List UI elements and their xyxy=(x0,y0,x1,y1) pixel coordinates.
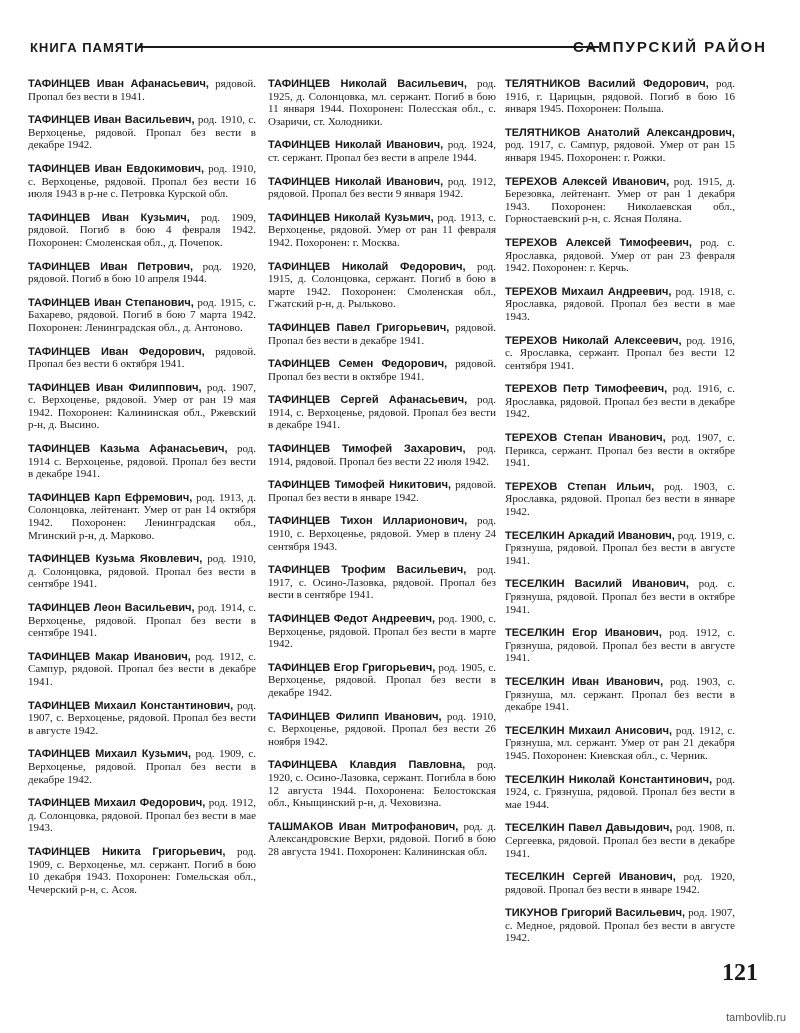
entries-columns xyxy=(28,78,740,978)
entry-details: род. 1905, с. Верхоценье, рядовой. Пропал без вести в декабре 1942. xyxy=(268,661,496,699)
entry-name: ТАФИНЦЕВ Макар Иванович, xyxy=(28,650,191,663)
entry-name: ТЕСЕЛКИН Павел Давыдович, xyxy=(505,822,673,835)
entry-name: ТАФИНЦЕВ Иван Васильевич, xyxy=(28,114,195,127)
entry-name: ТЕСЕЛКИН Василий Иванович, xyxy=(505,578,689,591)
entry-details: род. 1916, с. Ярославка, сержант. Пропал без вести 12 сентября 1941. xyxy=(505,334,736,372)
entry-details: род. 1914, с. Верхоценье, рядовой. Пропал без вести в декабре 1941. xyxy=(268,394,496,432)
entry-name: ТЕСЕЛКИН Аркадий Иванович, xyxy=(505,529,675,542)
memorial-entry xyxy=(268,821,496,859)
memorial-entry xyxy=(28,846,256,896)
memorial-entry xyxy=(28,78,256,103)
entry-name: ТАФИНЦЕВ Павел Григорьевич, xyxy=(268,321,450,334)
entry-name: ТАФИНЦЕВ Николай Федорович, xyxy=(268,260,466,273)
entry-name: ТАФИНЦЕВА Клавдия Павловна, xyxy=(268,759,466,772)
entry-details: род. 1924, ст. сержант. Пропал без вести в апреле 1944. xyxy=(268,139,496,164)
entry-name: ТАФИНЦЕВ Иван Филиппович, xyxy=(28,381,202,394)
memorial-entry xyxy=(28,114,256,152)
entry-name: ТАФИНЦЕВ Семен Федорович, xyxy=(268,358,448,371)
entry-details: рядовой. Пропал без вести в октябре 1941. xyxy=(268,358,496,383)
entry-details: род. 1910, с. Верхоценье, рядовой. Пропал без вести в декабре 1942. xyxy=(28,114,256,152)
entry-name: ТАФИНЦЕВ Иван Петрович, xyxy=(28,260,194,273)
memorial-entry xyxy=(268,515,496,553)
entry-name: ТЕРЕХОВ Степан Ильич, xyxy=(505,480,655,493)
entry-details: род. д. Александровские Верхи, рядовой. Погиб в бою 28 августа 1941. Похоронен: Калининская обл. xyxy=(268,820,496,858)
memorial-entry xyxy=(505,907,735,945)
memorial-entry xyxy=(268,662,496,700)
column-3 xyxy=(505,78,735,956)
memorial-entry xyxy=(268,394,496,432)
memorial-entry xyxy=(28,212,256,250)
entry-name: ТЕРЕХОВ Степан Иванович, xyxy=(505,432,666,445)
memorial-entry xyxy=(505,578,735,616)
entry-name: ТАФИНЦЕВ Михаил Федорович, xyxy=(28,797,206,810)
entry-name: ТЕРЕХОВ Алексей Иванович, xyxy=(505,175,670,188)
entry-details: род. 1912, д. Солонцовка, рядовой. Пропал без вести в мае 1943. xyxy=(28,797,257,835)
entry-name: ТАФИНЦЕВ Иван Степанович, xyxy=(28,296,194,309)
entry-details: род. 1916, г. Царицын, рядовой. Погиб в бою 16 января 1945. Похоронен: Польша. xyxy=(505,78,735,116)
book-title: КНИГА ПАМЯТИ xyxy=(30,40,145,55)
column-2 xyxy=(268,78,496,870)
memorial-entry xyxy=(505,822,735,860)
entry-name: ТАФИНЦЕВ Тимофей Захарович, xyxy=(268,443,466,456)
entry-name: ТЕЛЯТНИКОВ Василий Федорович, xyxy=(505,78,709,90)
entry-name: ТЕРЕХОВ Петр Тимофеевич, xyxy=(505,383,668,396)
entry-details: род. с. Грязнуша, рядовой. Пропал без вести в октябре 1941. xyxy=(505,578,735,616)
entry-name: ТЕСЕЛКИН Михаил Анисович, xyxy=(505,724,673,737)
memorial-entry xyxy=(505,383,735,421)
entry-details: род. 1903, с. Ярославка, рядовой. Пропал без вести в январе 1942. xyxy=(505,480,735,519)
memorial-entry xyxy=(268,711,496,749)
memorial-entry xyxy=(505,286,735,324)
memorial-entry xyxy=(505,237,735,275)
memorial-entry xyxy=(268,176,496,201)
entry-details: род. 1907, с. Верхоценье, рядовой. Пропал без вести в августе 1942. xyxy=(28,699,256,737)
entry-details: род. 1924, с. Грязнуша, рядовой. Пропал без вести в мае 1944. xyxy=(505,773,735,811)
entry-details: род. 1916, с. Ярославка, рядовой. Пропал без вести в декабре 1942. xyxy=(505,383,735,421)
entry-name: ТАФИНЦЕВ Сергей Афанасьевич, xyxy=(268,394,468,407)
entry-name: ТАФИНЦЕВ Трофим Васильевич, xyxy=(268,564,467,577)
entry-name: ТЕСЕЛКИН Сергей Иванович, xyxy=(505,871,676,884)
memorial-entry xyxy=(28,748,256,786)
entry-name: ТЕРЕХОВ Михаил Андреевич, xyxy=(505,285,672,298)
memorial-entry xyxy=(28,261,256,286)
entry-details: род. 1910, с. Верхоценье, рядовой. Пропал без вести 16 июля 1943 в р-не с. Петровка Курской обл. xyxy=(28,162,256,201)
memorial-entry xyxy=(268,139,496,164)
entry-name: ТЕСЕЛКИН Егор Иванович, xyxy=(505,627,662,640)
entry-details: род. 1920, рядовой. Погиб в бою 10 апреля 1944. xyxy=(28,260,256,286)
entry-details: род. 1900, с. Верхоценье, рядовой. Пропал без вести в марте 1942. xyxy=(268,613,496,651)
memorial-entry xyxy=(28,443,256,481)
entry-details: род. 1914 с. Верхоценье, рядовой. Пропал без вести в декабре 1941. xyxy=(28,443,257,481)
entry-details: род. 1912, с. Грязнуша, рядовой. Пропал без вести в августе 1941. xyxy=(505,627,735,665)
memorial-entry xyxy=(505,127,735,165)
memorial-entry xyxy=(28,797,256,835)
entry-details: род. 1907, с. Перикса, сержант. Пропал без вести в октябре 1941. xyxy=(505,432,735,470)
memorial-entry xyxy=(268,479,496,504)
memorial-entry xyxy=(505,676,735,714)
entry-name: ТАШМАКОВ Иван Митрофанович, xyxy=(268,820,459,833)
entry-details: род. с. Ярославка, рядовой. Умер от ран 23 февраля 1942. Похоронен: г. Керчь. xyxy=(505,236,735,275)
entry-name: ТАФИНЦЕВ Иван Федорович, xyxy=(28,345,205,358)
column-1 xyxy=(28,78,256,907)
memorial-entry xyxy=(505,530,735,568)
entry-details: род. 1920, с. Осино-Лазовка, сержант. Погибла в бою 12 августа 1944. Похоронена: Белостокская обл., Кныщинский р-н, д. Чеховизна. xyxy=(268,759,497,810)
memorial-entry xyxy=(28,651,256,689)
entry-details: род. 1915, д. Березовка, лейтенант. Умер от ран 1 декабря 1943. Похоронен: Николаевская обл., Горностаевский р-н, с. Ясная Поляна. xyxy=(505,175,735,226)
memorial-entry xyxy=(268,613,496,651)
memorial-entry xyxy=(505,481,735,519)
memorial-entry xyxy=(28,492,256,542)
entry-name: ТАФИНЦЕВ Кузьма Яковлевич, xyxy=(28,553,203,566)
entry-details: род. 1913, с. Верхоценье, рядовой. Умер от ран 11 февраля 1942. Похоронен: г. Москва. xyxy=(268,211,496,249)
entry-name: ТАФИНЦЕВ Карп Ефремович, xyxy=(28,491,193,504)
memorial-entry xyxy=(505,871,735,896)
entry-details: род. 1912, рядовой. Пропал без вести 9 января 1942. xyxy=(268,175,496,201)
entry-details: род. 1909, с. Верхоценье, рядовой. Пропал без вести в декабре 1942. xyxy=(28,748,256,786)
entry-name: ТАФИНЦЕВ Иван Кузьмич, xyxy=(28,211,190,224)
entry-name: ТИКУНОВ Григорий Васильевич, xyxy=(505,907,686,920)
memorial-entry xyxy=(505,774,735,812)
header-rule xyxy=(138,46,599,48)
entry-name: ТАФИНЦЕВ Тимофей Никитович, xyxy=(268,479,452,492)
entry-details: род. 1907, с. Медное, рядовой. Пропал без вести в августе 1942. xyxy=(505,907,735,945)
memorial-entry xyxy=(505,627,735,665)
watermark: tambovlib.ru xyxy=(726,1012,786,1024)
entry-name: ТАФИНЦЕВ Иван Афанасьевич, xyxy=(28,78,209,90)
entry-name: ТАФИНЦЕВ Николай Иванович, xyxy=(268,139,444,152)
entry-details: род. 1917, с. Сампур, рядовой. Умер от ран 15 января 1945. Похоронен: г. Рожки. xyxy=(505,139,735,164)
entry-details: род. 1914, с. Верхоценье, рядовой. Пропал без вести в сентябре 1941. xyxy=(28,602,256,640)
memorial-entry xyxy=(505,78,735,116)
entry-name: ТАФИНЦЕВ Федот Андреевич, xyxy=(268,613,436,625)
memorial-entry xyxy=(505,725,735,763)
entry-name: ТАФИНЦЕВ Леон Васильевич, xyxy=(28,602,195,614)
entry-details: род. 1910, с. Верхоценье, рядовой. Пропал без вести 26 ноября 1942. xyxy=(268,710,496,748)
entry-details: род. 1912, с. Сампур, рядовой. Пропал без вести в декабре 1941. xyxy=(28,650,256,688)
memorial-entry xyxy=(28,602,256,640)
entry-details: род. 1919, с. Грязнуша, рядовой. Пропал без вести в августе 1941. xyxy=(505,529,735,567)
entry-name: ТАФИНЦЕВ Филипп Иванович, xyxy=(268,710,442,723)
entry-details: род. 1907, с. Верхоценье, рядовой. Умер от ран 19 мая 1942. Похоронен: Калининская обл., Ржевский р-н, д. Высино. xyxy=(28,381,256,432)
entry-details: род. 1910, с. Верхоценье, рядовой. Умер в плену 24 сентября 1943. xyxy=(268,515,496,553)
page-header xyxy=(30,40,767,60)
entry-details: рядовой. Пропал без вести в январе 1942. xyxy=(268,479,496,504)
memorial-entry xyxy=(505,335,735,373)
entry-name: ТАФИНЦЕВ Иван Евдокимович, xyxy=(28,162,205,175)
memorial-entry xyxy=(268,212,496,250)
entry-details: род. 1925, д. Солонцовка, мл. сержант. Погиб в бою 11 января 1944. Похоронен: Полесская обл., с. Озаричи, ст. Холодники. xyxy=(268,78,496,128)
memorial-entry xyxy=(505,432,735,470)
entry-name: ТЕРЕХОВ Николай Алексеевич, xyxy=(505,334,682,347)
memorial-entry xyxy=(28,297,256,335)
memorial-entry xyxy=(28,163,256,201)
memorial-entry xyxy=(268,322,496,347)
entry-name: ТАФИНЦЕВ Николай Васильевич, xyxy=(268,78,467,90)
entry-name: ТАФИНЦЕВ Егор Григорьевич, xyxy=(268,661,436,674)
entry-name: ТАФИНЦЕВ Николай Кузьмич, xyxy=(268,211,434,224)
entry-details: род. 1912, с. Грязнуша, мл. сержант. Умер от ран 21 декабря 1945. Похоронен: Киевская обл., с. Черник. xyxy=(505,724,735,762)
entry-details: род. 1910, д. Солонцовка, рядовой. Пропал без вести в сентябре 1941. xyxy=(28,553,257,591)
entry-name: ТЕРЕХОВ Алексей Тимофеевич, xyxy=(505,236,692,249)
entry-name: ТАФИНЦЕВ Николай Иванович, xyxy=(268,175,444,188)
entry-details: род. 1918, с. Ярославка, рядовой. Пропал без вести в мае 1943. xyxy=(505,285,736,323)
memorial-entry xyxy=(268,759,496,809)
memorial-entry xyxy=(28,346,256,371)
entry-details: род. 1913, д. Солонцовка, лейтенант. Умер от ран 14 октября 1942. Похоронен: Ленинградская обл., Мгинский р-н, д. Марково. xyxy=(28,491,256,542)
memorial-entry xyxy=(28,700,256,738)
entry-details: род. 1915, д. Солонцовка, сержант. Погиб в бою в марте 1942. Похоронен: Смоленская обл., Гжатский р-н, д. Рыльково. xyxy=(268,260,497,311)
entry-details: род. 1917, с. Осино-Лазовка, рядовой. Пропал без вести в сентябре 1941. xyxy=(268,564,496,602)
entry-details: рядовой. Пропал без вести в 1941. xyxy=(28,78,256,103)
entry-name: ТЕСЕЛКИН Иван Иванович, xyxy=(505,675,664,688)
entry-details: род. 1903, с. Грязнуша, мл. сержант. Пропал без вести в декабре 1941. xyxy=(505,675,735,714)
entry-name: ТАФИНЦЕВ Тихон Илларионович, xyxy=(268,515,468,528)
entry-details: рядовой. Пропал без вести 6 октября 1941. xyxy=(28,345,256,371)
entry-details: род. 1915, с. Бахарево, рядовой. Погиб в бою 7 марта 1942. Похоронен: Ленинградская обл., д. Антоново. xyxy=(28,296,256,334)
entry-details: род. 1909, рядовой. Погиб в бою 4 февраля 1942. Похоронен: Смоленская обл., д. Почепок. xyxy=(28,211,256,249)
entry-name: ТАФИНЦЕВ Михаил Кузьмич, xyxy=(28,748,192,761)
memorial-entry xyxy=(268,443,496,468)
entry-details: рядовой. Пропал без вести в декабре 1941. xyxy=(268,321,496,347)
entry-name: ТАФИНЦЕВ Михаил Константинович, xyxy=(28,699,234,712)
entry-details: род. 1920, рядовой. Пропал без вести в январе 1942. xyxy=(505,871,735,896)
entry-name: ТЕЛЯТНИКОВ Анатолий Александрович, xyxy=(505,126,735,139)
memorial-entry xyxy=(268,358,496,383)
entry-name: ТАФИНЦЕВ Никита Григорьевич, xyxy=(28,845,226,858)
memorial-entry xyxy=(28,382,256,432)
entry-name: ТЕСЕЛКИН Николай Константинович, xyxy=(505,773,713,786)
entry-name: ТАФИНЦЕВ Казьма Афанасьевич, xyxy=(28,443,228,456)
entry-details: род. 1908, п. Сергеевка, рядовой. Пропал без вести в декабре 1941. xyxy=(505,822,735,860)
memorial-entry xyxy=(268,261,496,311)
memorial-entry xyxy=(28,553,256,591)
entry-details: род. 1909, с. Верхоценье, мл. сержант. Погиб в бою 10 декабря 1943. Похоронен: Гомельская обл., Чечерский р-н, с. Асоя. xyxy=(28,845,256,896)
entry-details: род. 1914, рядовой. Пропал без вести 22 июля 1942. xyxy=(268,443,496,468)
memorial-entry xyxy=(505,176,735,226)
memorial-entry xyxy=(268,78,496,128)
memorial-entry xyxy=(268,564,496,602)
district-title: САМПУРСКИЙ РАЙОН xyxy=(572,39,767,56)
page-number: 121 xyxy=(722,960,758,986)
